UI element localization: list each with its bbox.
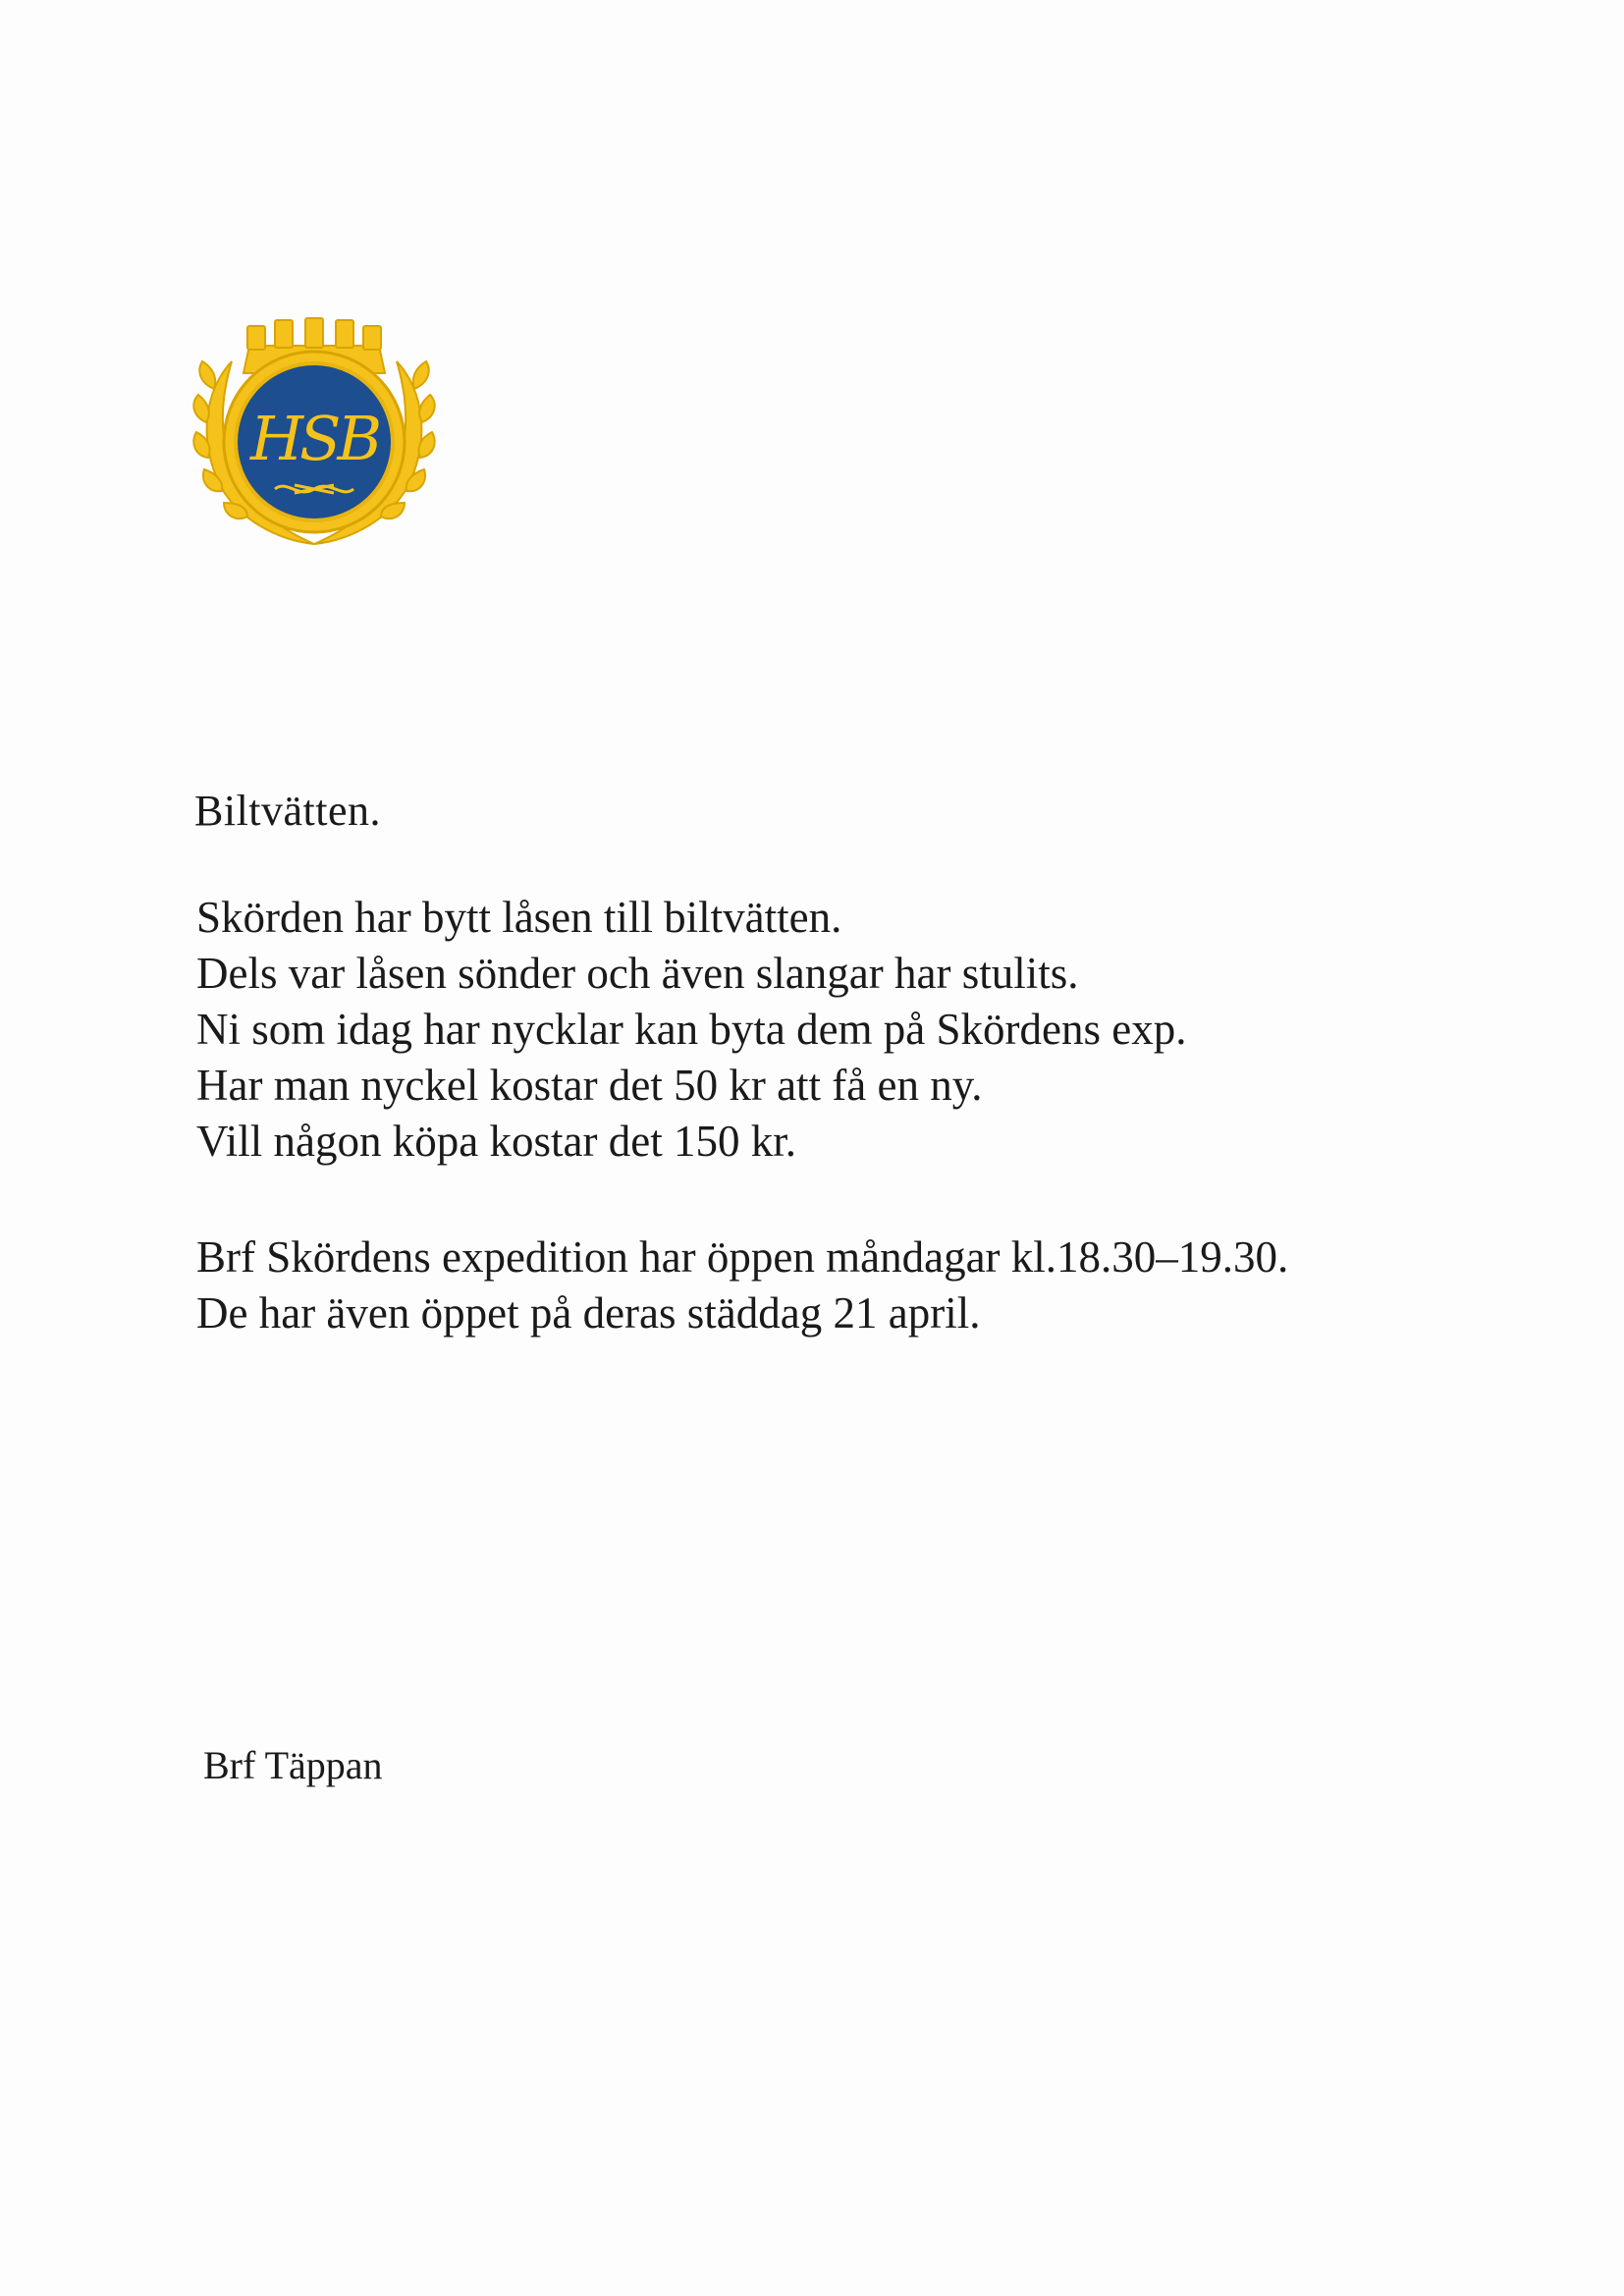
document-title: Biltvätten. [194, 787, 382, 835]
opening-hours-paragraph [196, 1230, 1288, 1341]
notice-line: Dels var låsen sönder och även slangar har stulits. [196, 949, 1079, 998]
opening-hours-line: De har även öppet på deras städdag 21 april. [196, 1288, 981, 1338]
notice-paragraph [196, 890, 1187, 1170]
hsb-logo [192, 312, 436, 550]
notice-line: Vill någon köpa kostar det 150 kr. [196, 1117, 796, 1166]
notice-line: Har man nyckel kostar det 50 kr att få en ny. [196, 1061, 983, 1110]
opening-hours-line: Brf Skördens expedition har öppen måndagar kl.18.30–19.30. [196, 1232, 1289, 1282]
signature: Brf Täppan [203, 1743, 383, 1787]
notice-line: Ni som idag har nycklar kan byta dem på Skördens exp. [196, 1005, 1187, 1054]
notice-line: Skörden har bytt låsen till biltvätten. [196, 893, 842, 942]
svg-text:HSB: HSB [249, 403, 379, 474]
